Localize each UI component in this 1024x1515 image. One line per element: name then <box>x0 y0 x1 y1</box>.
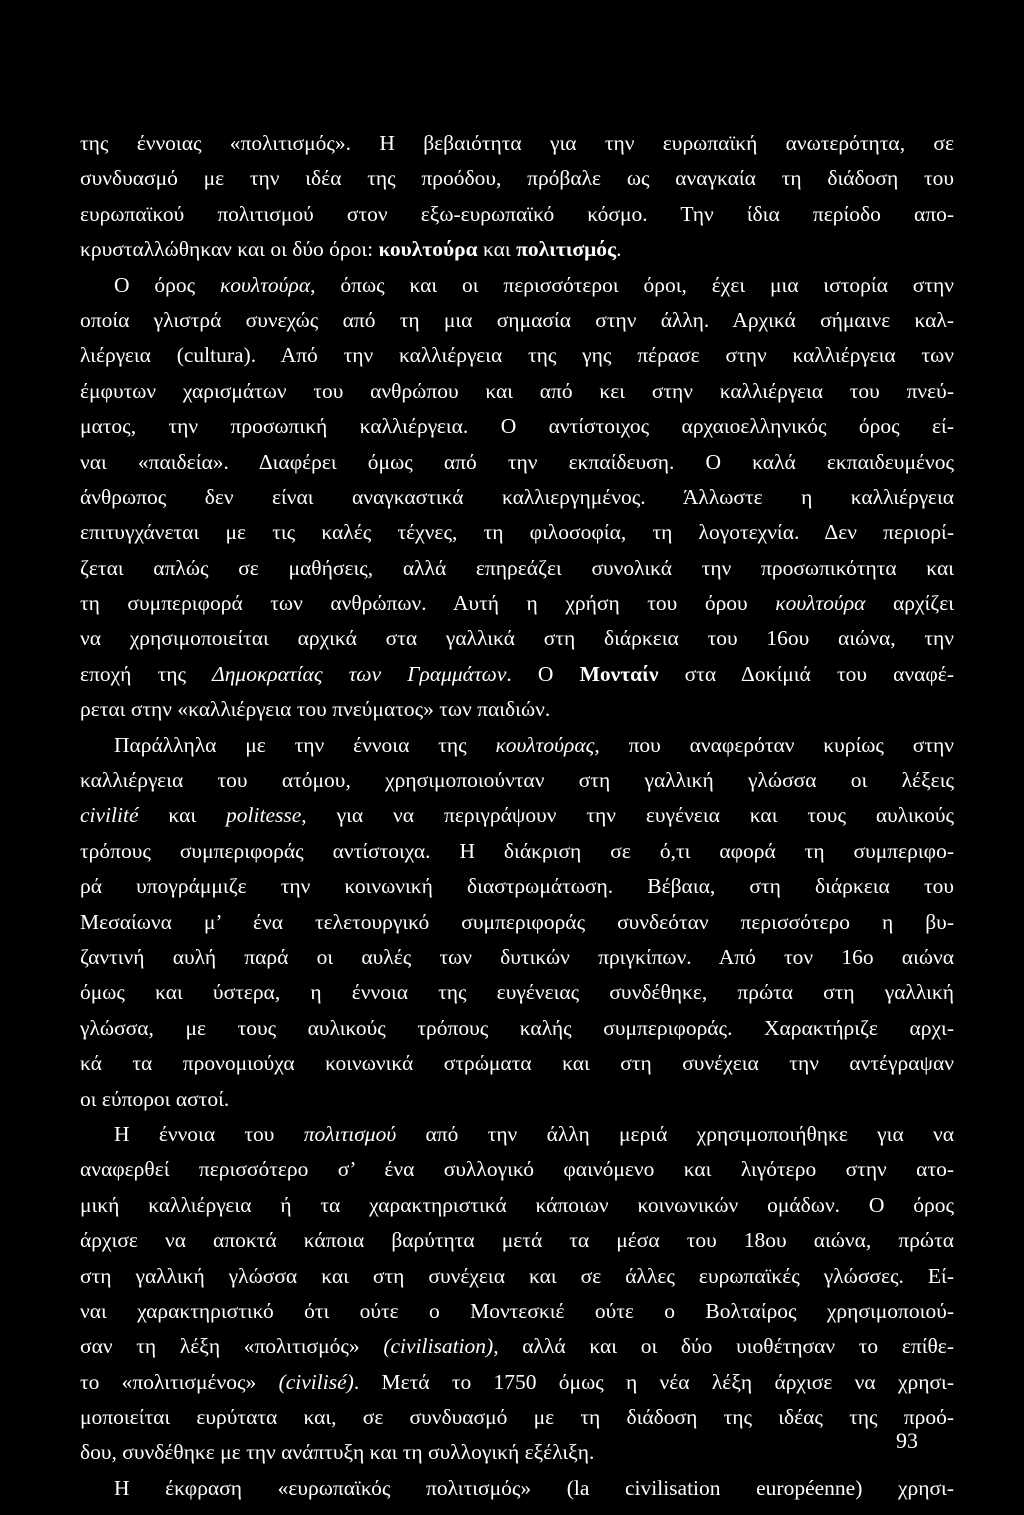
italic-term: κουλτούρας <box>495 732 595 757</box>
text-line <box>80 551 954 586</box>
text-run: καλλιέργεια του ατόμου, χρησιμοποιούνταν στη γαλλική γλώσσα οι λέξεις <box>80 768 954 793</box>
text-run: άνθρωπος δεν είναι αναγκαστικά καλλιεργημένος. Άλλωστε η καλλιέργεια <box>80 484 954 509</box>
text-run: , όπως και οι περισσότεροι όροι, έχει μια ιστορία στην <box>310 272 954 297</box>
text-run: κά τα προνομιούχα κοινωνικά στρώματα και στη συνέχεια την αντέγραψαν <box>80 1051 954 1076</box>
text-line <box>80 1365 954 1400</box>
text-line <box>80 1400 954 1435</box>
text-run: το «πολιτισμένος» <box>80 1369 279 1394</box>
text-run: αναφερθεί περισσότερο σ’ ένα συλλογικό φαινόμενο και λιγότερο στην ατο- <box>80 1157 954 1182</box>
text-line <box>80 1471 954 1506</box>
text-run: γλώσσα, με τους αυλικούς τρόπους καλής συμπεριφοράς. Χαρακτήριζε αρχι- <box>80 1015 954 1040</box>
bold-term: Μονταίν <box>579 661 659 686</box>
text-run: ευρωπαϊκού πολιτισμού στον εξω-ευρωπαϊκό κόσμο. Την ίδια περίοδο απο- <box>80 201 954 226</box>
text-run: . Ο <box>506 661 580 686</box>
text-run: . <box>616 237 622 262</box>
text-line <box>80 621 954 656</box>
text-line <box>80 1259 954 1294</box>
text-run: μική καλλιέργεια ή τα χαρακτηριστικά κάποιων κοινωνικών ομάδων. Ο όρος <box>80 1192 954 1217</box>
text-line <box>80 268 954 303</box>
text-run: . Μετά το 1750 όμως η νέα λέξη άρχισε να χρησι- <box>353 1369 954 1394</box>
text-run: Η έκφραση «ευρωπαϊκός πολιτισμός» (la civilisation européenne) χρησι- <box>114 1475 954 1500</box>
text-line <box>80 1435 954 1470</box>
italic-term: Δημοκρατίας των Γραμμάτων <box>212 661 507 686</box>
text-line <box>80 798 954 833</box>
text-line <box>80 409 954 444</box>
text-run: λιέργεια (cultura). Από την καλλιέργεια της γης πέρασε στην καλλιέργεια των <box>80 343 954 368</box>
text-run: από την άλλη μεριά χρησιμοποιήθηκε για να <box>396 1121 954 1146</box>
text-line <box>80 1294 954 1329</box>
text-run: Μεσαίωνα μ’ ένα τελετουργικό συμπεριφοράς συνδεόταν περισσότερο η βυ- <box>80 909 954 934</box>
text-line <box>80 126 954 161</box>
text-line <box>80 1046 954 1081</box>
italic-term: civilité <box>80 803 139 828</box>
text-run: στα Δοκίμιά του αναφέ- <box>658 661 954 686</box>
text-line <box>80 869 954 904</box>
text-line <box>80 480 954 515</box>
text-run: έμφυτων χαρισμάτων του ανθρώπου και από κει στην καλλιέργεια του πνεύ- <box>80 378 954 403</box>
text-line <box>80 975 954 1010</box>
text-line <box>80 1329 954 1364</box>
text-run: αρχίζει <box>865 591 955 616</box>
text-run: Παράλληλα με την έννοια της <box>114 732 496 757</box>
text-run: οποία γλιστρά συνεχώς από τη μια σημασία στην άλλη. Αρχικά σήμαινε καλ- <box>80 307 954 332</box>
text-line <box>80 1188 954 1223</box>
text-run: κρυσταλλώθηκαν και οι δύο όροι: <box>80 237 379 262</box>
text-line <box>80 232 954 267</box>
text-run: ζεται απλώς σε μαθήσεις, αλλά επηρεάζει συνολικά την προσωπικότητα και <box>80 555 954 580</box>
text-line <box>80 763 954 798</box>
text-run: ρεται στην «καλλιέργεια του πνεύματος» των παιδιών. <box>80 697 551 722</box>
bold-term: πολιτισμός <box>516 237 617 262</box>
text-line <box>80 728 954 763</box>
text-run: ναι «παιδεία». Διαφέρει όμως από την εκπαίδευση. Ο καλά εκπαιδευμένος <box>80 449 954 474</box>
text-run: οι εύποροι αστοί. <box>80 1086 230 1111</box>
text-line <box>80 834 954 869</box>
italic-term: politesse <box>226 803 302 828</box>
text-line <box>80 303 954 338</box>
text-run: στη γαλλική γλώσσα και στη συνέχεια και σε άλλες ευρωπαϊκές γλώσσες. Εί- <box>80 1263 954 1288</box>
text-run: , αλλά και οι δύο υιοθέτησαν το επίθε- <box>493 1334 954 1359</box>
text-run: και <box>477 237 517 262</box>
text-run: όμως και ύστερα, η έννοια της ευγένειας συνδέθηκε, πρώτα στη γαλλική <box>80 980 954 1005</box>
text-run: να χρησιμοποιείται αρχικά στα γαλλικά στη διάρκεια του 16ου αιώνα, την <box>80 626 954 651</box>
text-run: ζαντινή αυλή παρά οι αυλές των δυτικών πριγκίπων. Από τον 16ο αιώνα <box>80 944 954 969</box>
text-run: ματος, την προσωπική καλλιέργεια. Ο αντίστοιχος αρχαιοελληνικός όρος εί- <box>80 414 954 439</box>
text-run: άρχισε να αποκτά κάποια βαρύτητα μετά τα μέσα του 18ου αιώνα, πρώτα <box>80 1228 954 1253</box>
page-number: 93 <box>896 1428 918 1453</box>
text-line <box>80 1223 954 1258</box>
text-line <box>80 586 954 621</box>
text-run: δου, συνδέθηκε με την ανάπτυξη και τη συλλογική εξέλιξη. <box>80 1440 595 1465</box>
text-line <box>80 940 954 975</box>
text-line <box>80 657 954 692</box>
text-line <box>80 905 954 940</box>
body-text <box>80 126 954 1506</box>
text-line <box>80 445 954 480</box>
text-run: σαν τη λέξη «πολιτισμός» <box>80 1334 384 1359</box>
text-run: Η έννοια του <box>114 1121 304 1146</box>
text-run: , για να περιγράψουν την ευγένεια και τους αυλικούς <box>301 803 954 828</box>
text-line <box>80 161 954 196</box>
text-run: ρά υπογράμμιζε την κοινωνική διαστρωμάτωση. Βέβαια, στη διάρκεια του <box>80 874 954 899</box>
text-line <box>80 197 954 232</box>
text-run: επιτυγχάνεται με τις καλές τέχνες, τη φιλοσοφία, τη λογοτεχνία. Δεν περιορί- <box>80 520 954 545</box>
text-line <box>80 692 954 727</box>
text-run: εποχή της <box>80 661 213 686</box>
text-run: Ο όρος <box>114 272 220 297</box>
italic-term: κουλτούρα <box>775 591 866 616</box>
text-run: συνδυασμό με την ιδέα της προόδου, πρόβαλε ως αναγκαία τη διάδοση του <box>80 166 954 191</box>
text-run: μοποιείται ευρύτατα και, σε συνδυασμό με τη διάδοση της ιδέας της προό- <box>80 1405 954 1430</box>
text-run: τη συμπεριφορά των ανθρώπων. Αυτή η χρήση του όρου <box>80 591 776 616</box>
text-run: τρόπους συμπεριφοράς αντίστοιχα. Η διάκριση σε ό,τι αφορά τη συμπεριφο- <box>80 838 954 863</box>
italic-term: (civilisé) <box>278 1369 354 1394</box>
italic-term: κουλτούρα <box>219 272 311 297</box>
bold-term: κουλτούρα <box>378 237 478 262</box>
italic-term: (civilisation) <box>383 1334 494 1359</box>
text-line <box>80 1082 954 1117</box>
text-run: και <box>138 803 227 828</box>
text-run: , που αναφερόταν κυρίως στην <box>594 732 954 757</box>
text-line <box>80 374 954 409</box>
text-line <box>80 1011 954 1046</box>
text-run: της έννοιας «πολιτισμός». Η βεβαιότητα για την ευρωπαϊκή ανωτερότητα, σε <box>80 131 954 155</box>
text-line <box>80 338 954 373</box>
text-line <box>80 1152 954 1187</box>
italic-term: πολιτισμού <box>303 1121 397 1146</box>
text-line <box>80 1117 954 1152</box>
text-line <box>80 515 954 550</box>
text-run: ναι χαρακτηριστικό ότι ούτε ο Μοντεσκιέ ούτε ο Βολταίρος χρησιμοποιού- <box>80 1298 954 1323</box>
